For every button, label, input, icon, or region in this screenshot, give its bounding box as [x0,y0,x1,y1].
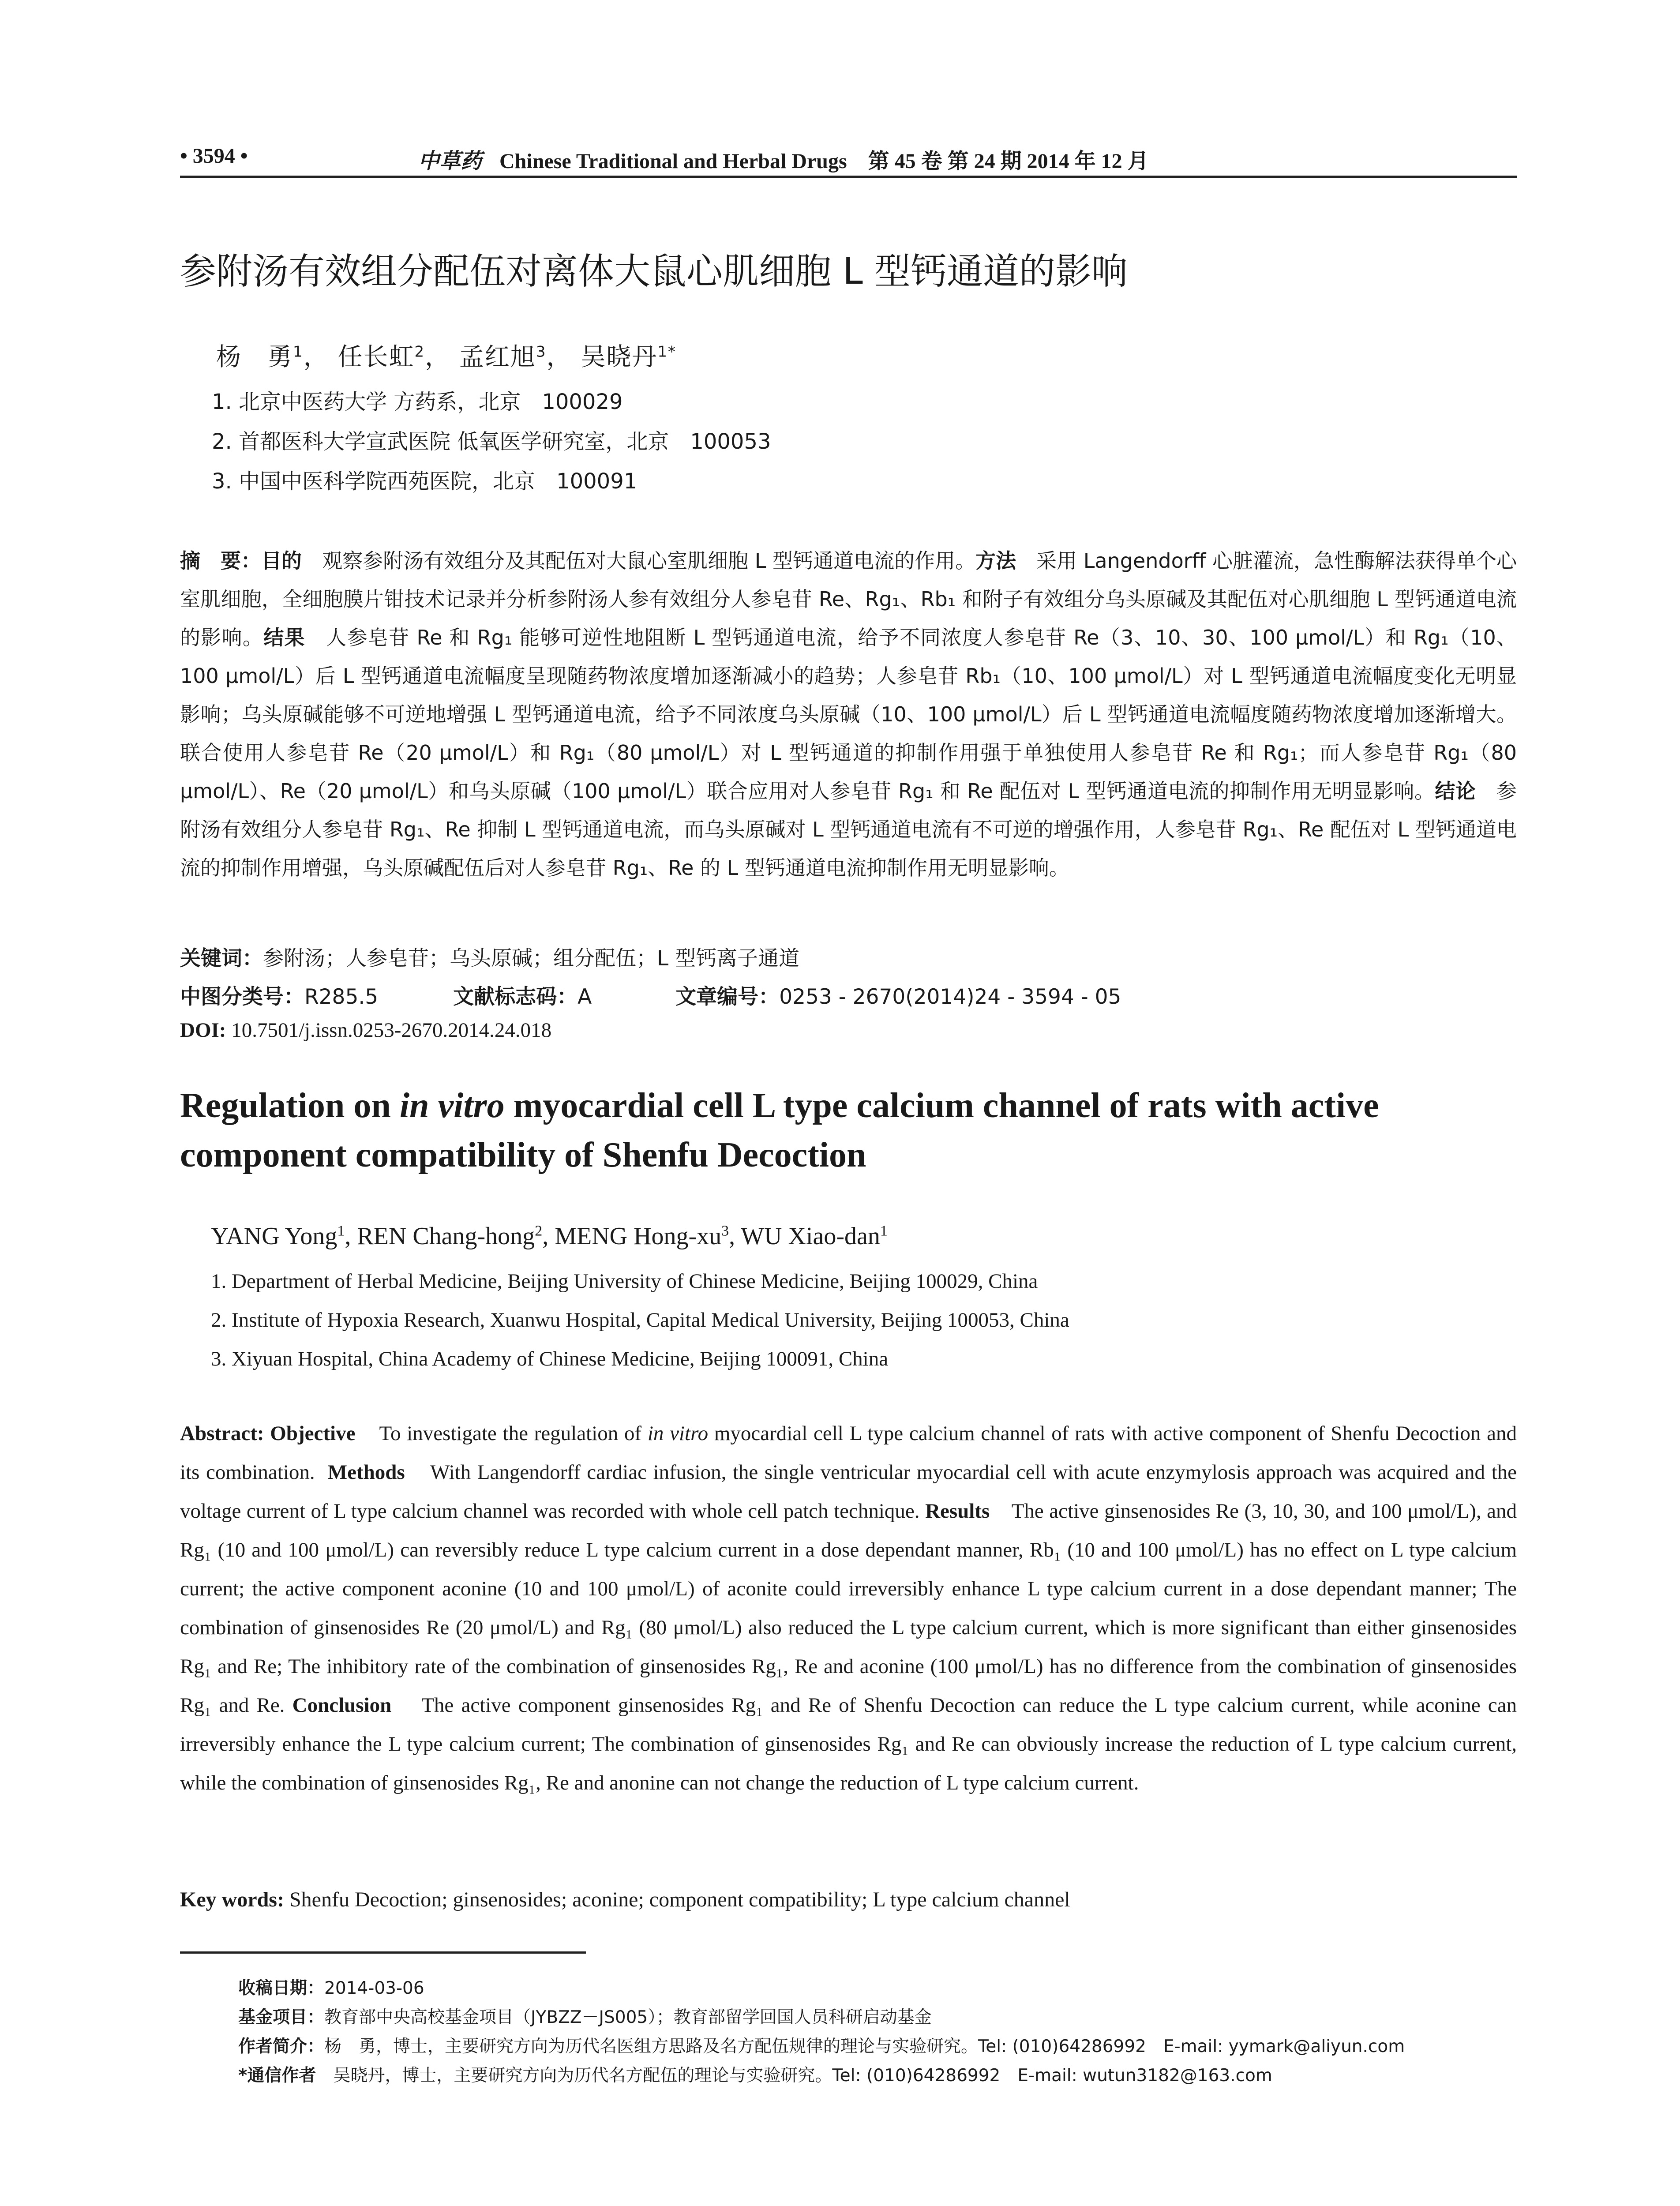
conclusion-label-en: Conclusion [292,1694,392,1717]
author-sup: 1* [657,343,676,361]
keywords-text-en: Shenfu Decoction; ginsenosides; aconine; component compatibility; L type calcium channel [289,1888,1070,1911]
running-header [180,140,1517,175]
objective-text-en-2: myocardial cell L type calcium channel of rats with active component of Shenfu Decoction and its combination. [180,1422,1517,1484]
abstract-en [180,1414,1517,1802]
methods-text-en: With Langendorff cardiac infusion, the single ventricular myocardial cell with acute enzymylosis approach was acquired and the voltage current of L type calcium channel was recorded with whole cell patch technique. [180,1461,1517,1523]
doc-code-label: 文献标志码： [453,985,578,1009]
author-sup: 1 [293,343,304,361]
results-label-en: Results [925,1500,990,1523]
footnote-label: *通信作者 [238,2066,316,2086]
keywords-label-en: Key words: [180,1888,284,1911]
abstract-cn [180,542,1517,887]
methods-label: 方法 [975,549,1016,573]
footnote-funding [238,2003,932,2028]
methods-label-en: Methods [327,1461,405,1484]
header-rule [180,176,1517,178]
affiliation-cn: 1. 北京中医药大学 方药系，北京 100029 [212,390,623,414]
abstract-label: 摘 要： [180,549,262,573]
authors-en: YANG Yong$^1$, REN Chang-hong$^2$, MENG Hong-$xu^3$, WU Xiao-dan$^1$ [211,1223,888,1250]
conclusion-text: 参附汤有效组分人参皂苷 Rg₁、Re 抑制 L 型钙通道电流，而乌头原碱对 L 型钙通道电流有不可逆的增强作用，人参皂苷 Rg₁、Re 配伍对 L 型钙通道电流的抑制作用增强，乌头原碱配伍后对人参皂苷 Rg₁、Re 的 L 型钙通道电流抑制作用无明显影响。 [180,779,1517,880]
footnote-text: 杨 勇，博士，主要研究方向为历代名医组方思路及名方配伍规律的理论与实验研究。Tel: (010)64286992 E-mail: yymark@aliyun.com [324,2037,1405,2056]
keywords-label: 关键词： [180,946,263,971]
author-cn: 吴晓丹 [581,343,658,371]
objective-label-en: Objective [270,1422,356,1445]
footnote-author-bio [238,2033,1405,2057]
author-sup: 3 [721,1223,729,1239]
doi-label: DOI: [180,1019,226,1042]
title-cn: 参附汤有效组分配伍对离体大鼠心肌细胞 L 型钙通道的影响 [180,251,1128,293]
affiliation-en: 1. Department of Herbal Medicine, Beijing University of Chinese Medicine, Beijing 100029, China [211,1270,1038,1293]
affiliation-cn: 3. 中国中医科学院西苑医院，北京 100091 [212,469,638,494]
page-number: • 3594 • [180,144,248,168]
author-sup: 2 [535,1223,543,1239]
results-label: 结果 [263,626,305,649]
abstract-label-en: Abstract: [180,1422,264,1445]
author-cn: 杨 勇 [216,343,293,371]
author-en: REN Chang-hong [357,1223,535,1250]
author-sup: 1 [337,1223,345,1239]
keywords-text: 参附汤；人参皂苷；乌头原碱；组分配伍；L 型钙离子通道 [263,946,800,971]
conclusion-label: 结论 [1435,779,1476,803]
author-cn: 任长虹 [338,343,415,371]
footnote-text: 教育部中央高校基金项目（JYBZZ－JS005）；教育部留学回国人员科研启动基金 [324,2007,932,2027]
results-text-en: The active ginsenosides Re (3, 10, 30, and 100 μmol/L), and Rg₁ (10 and 100 μmol/L) can reversibly reduce L type calcium current in a dose dependant manner, Rb₁ (10 and 100 μmol/L) has no effect on L type calcium current; the active component aconine (10 and 100 μmol/L) of aconite could irreversibly enhance L type calcium current in a dose dependant manner; The combination of ginsenosides Re (20 μmol/L) and Rg₁ (80 μmol/L) also reduced the L type calcium current, which is more significant than either ginsenosides Rg₁ and Re; The inhibitory rate of the combination of ginsenosides Rg₁, Re and aconine (100 μmol/L) has no difference from the combination of ginsenosides Rg₁ and Re. [180,1500,1517,1717]
title-en-italic: in vitro [399,1086,505,1125]
footnote-received [238,1974,424,1999]
affiliation-cn: 2. 首都医科大学宣武医院 低氧医学研究室，北京 100053 [212,429,771,454]
keywords-cn [180,942,799,972]
footnote-label: 收稿日期： [238,1978,325,1998]
author-cn: 孟红旭 [459,343,536,371]
clc-label: 中图分类号： [180,985,304,1009]
article-no-label: 文章编号： [675,985,780,1009]
affiliation-en: 3. Xiyuan Hospital, China Academy of Chinese Medicine, Beijing 100091, China [211,1347,889,1370]
objective-italic-en: in vitro [647,1422,709,1445]
author-en: WU Xiao-dan [741,1223,880,1250]
author-en: YANG Yong [211,1223,338,1250]
classification-line [180,980,1121,1010]
doi-line [180,1018,551,1042]
footnote-label: 基金项目： [238,2007,325,2027]
clc-value: R285.5 [304,985,379,1009]
author-en: MENG Hong-xu [555,1223,722,1250]
objective-label: 目的 [261,549,302,573]
doi-value[interactable]: 10.7501/j.issn.0253-2670.2014.24.018 [231,1019,552,1042]
objective-text: 观察参附汤有效组分及其配伍对大鼠心室肌细胞 L 型钙通道电流的作用。 [322,549,976,573]
affiliation-en: 2. Institute of Hypoxia Research, Xuanwu Hospital, Capital Medical University, Beijing 100053, China [211,1309,1069,1332]
title-en [180,1081,1517,1180]
doc-code-value: A [578,985,592,1009]
author-sup: 2 [414,343,425,361]
footnote-corresponding [238,2062,1272,2086]
author-sup: 3 [536,343,547,361]
objective-text-en: To investigate the regulation of [379,1422,648,1445]
title-en-part: myocardial cell L type calcium channel of rats with active component compatibility of Shenfu Decoction [180,1086,1379,1174]
footnote-label: 作者简介： [238,2037,325,2056]
footnote-rule [180,1951,586,1954]
keywords-en [180,1887,1070,1912]
journal-info [418,144,1149,174]
results-text: 人参皂苷 Re 和 Rg₁ 能够可逆性地阻断 L 型钙通道电流，给予不同浓度人参皂苷 Re（3、10、30、100 μmol/L）和 Rg₁（10、100 μmol/L）后 L 型钙通道电流幅度呈现随药物浓度增加逐渐减小的趋势；人参皂苷 Rb₁（10、100 μmol/L）对 L 型钙通道电流幅度变化无明显影响；乌头原碱能够不可逆地增强 L 型钙通道电流，给予不同浓度乌头原碱（10、100 μmol/L）后 L 型钙通道电流幅度随药物浓度增加逐渐增大。联合使用人参皂苷 Re（20 μmol/L）和 Rg₁（80 μmol/L）对 L 型钙通道的抑制作用强于单独使用人参皂苷 Re 和 Rg₁；而人参皂苷 Rg₁（80 μmol/L）、Re（20 μmol/L）和乌头原碱（100 μmol/L）联合应用对人参皂苷 Rg₁ 和 Re 配伍对 L 型钙通道电流的抑制作用无明显影响。 [180,626,1517,803]
conclusion-text-en: The active component ginsenosides Rg₁ and Re of Shenfu Decoction can reduce the L type calcium current, while aconine can irreversibly enhance the L type calcium current; The combination of ginsenosides Rg₁ and Re can obviously increase the reduction of L type calcium current, while the combination of ginsenosides Rg₁, Re and anonine can not change the reduction of L type calcium current. [180,1694,1517,1794]
methods-text: 采用 Langendorff 心脏灌流，急性酶解法获得单个心室肌细胞，全细胞膜片钳技术记录并分析参附汤人参有效组分人参皂苷 Re、Rg₁、Rb₁ 和附子有效组分乌头原碱及其配伍对心肌细胞 L 型钙通道电流的影响。 [180,549,1517,649]
footnote-text: 2014-03-06 [324,1978,424,1998]
title-en-part: Regulation on [180,1086,400,1125]
authors-cn: 杨 勇$^1$， 任长虹$^2$， 孟红旭$^3$， 吴晓丹$^{1*}$ [216,343,676,371]
journal-issue: Chinese Traditional and Herbal Drugs 第 45 卷 第 24 期 2014 年 12 月 [499,150,1149,173]
footnote-text: 吴晓丹，博士，主要研究方向为历代名方配伍的理论与实验研究。Tel: (010)64286992 E-mail: wutun3182@163.com [333,2066,1272,2086]
author-sup: 1 [880,1223,888,1239]
article-no-value: 0253 - 2670(2014)24 - 3594 - 05 [779,985,1121,1009]
journal-name-cn: 中草药 [418,149,482,173]
